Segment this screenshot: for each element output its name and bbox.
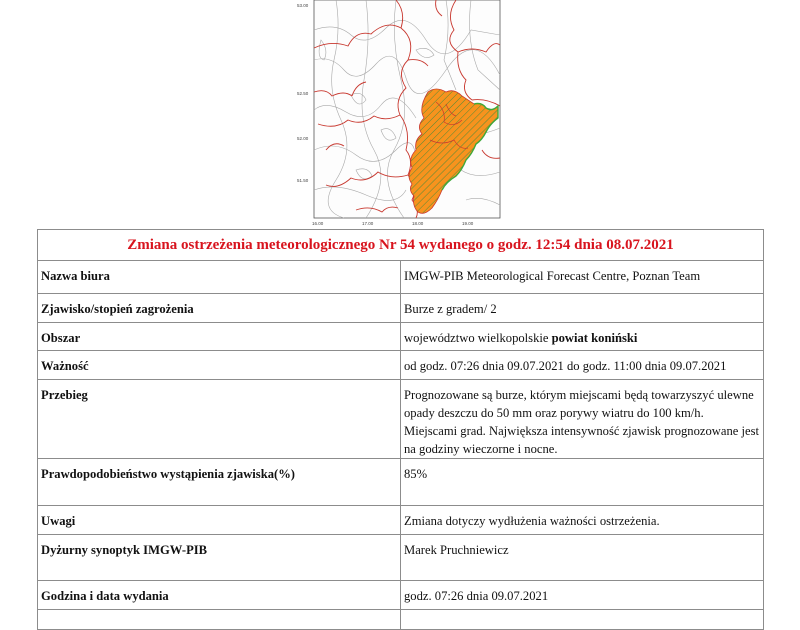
course-value: Prognozowane są burze, którym miejscami będą towarzyszyć ulewne opady deszczu do 50 mm oraz porywy wiatru do 100 km/h. Miejscami grad. Największa intensywność zjawisk prognozowane jest na godziny wieczorne i nocne.	[401, 380, 764, 459]
lon-label: 19.00	[462, 221, 474, 226]
table-row	[38, 581, 764, 610]
lat-label: 52.00	[297, 136, 309, 141]
issue-time-value: godz. 07:26 dnia 09.07.2021	[401, 581, 764, 610]
issue-time-label: Godzina i data wydania	[38, 581, 401, 610]
remarks-value: Zmiana dotyczy wydłużenia ważności ostrzeżenia.	[401, 506, 764, 535]
lat-label: 52.50	[297, 91, 309, 96]
cut-off-label	[38, 610, 401, 630]
lat-label: 51.50	[297, 178, 309, 183]
forecaster-value: Marek Pruchniewicz	[401, 535, 764, 581]
area-voivodeship: województwo wielkopolskie	[404, 331, 549, 345]
table-row	[38, 294, 764, 323]
table-row	[38, 323, 764, 351]
table-row	[38, 351, 764, 380]
probability-label: Prawdopodobieństwo wystąpienia zjawiska(%)	[38, 459, 401, 506]
validity-label: Ważność	[38, 351, 401, 380]
warning-map-graphic	[296, 0, 506, 226]
table-row	[38, 506, 764, 535]
forecaster-label: Dyżurny synoptyk IMGW-PIB	[38, 535, 401, 581]
course-label: Przebieg	[38, 380, 401, 459]
area-county: powiat koniński	[551, 331, 638, 345]
table-row	[38, 261, 764, 294]
lon-label: 16.00	[312, 221, 324, 226]
area-label: Obszar	[38, 323, 401, 351]
office-label: Nazwa biura	[38, 261, 401, 294]
area-value	[401, 323, 764, 351]
table-row	[38, 380, 764, 459]
title-row	[38, 230, 764, 261]
remarks-label: Uwagi	[38, 506, 401, 535]
warning-map	[296, 0, 506, 226]
table-row	[38, 535, 764, 581]
hazard-label: Zjawisko/stopień zagrożenia	[38, 294, 401, 323]
lon-label: 17.00	[362, 221, 374, 226]
lon-label: 18.00	[412, 221, 424, 226]
probability-value: 85%	[401, 459, 764, 506]
warning-title: Zmiana ostrzeżenia meteorologicznego Nr 54 wydanego o godz. 12:54 dnia 08.07.2021	[38, 230, 764, 261]
warning-table	[37, 229, 764, 630]
cut-off-value	[401, 610, 764, 630]
validity-value: od godz. 07:26 dnia 09.07.2021 do godz. 11:00 dnia 09.07.2021	[401, 351, 764, 380]
table-row	[38, 459, 764, 506]
table-row-cut	[38, 610, 764, 630]
lat-label: 53.00	[297, 3, 309, 8]
office-value: IMGW-PIB Meteorological Forecast Centre, Poznan Team	[401, 261, 764, 294]
hazard-value: Burze z gradem/ 2	[401, 294, 764, 323]
